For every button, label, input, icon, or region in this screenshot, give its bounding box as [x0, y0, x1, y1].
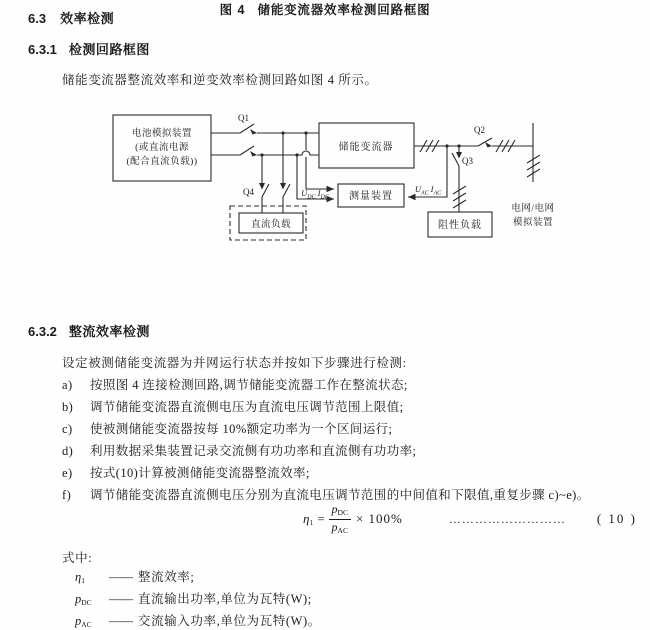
step-text: 按式(10)计算被测储能变流器整流效率;	[90, 466, 310, 480]
q1-switch-label: Q1	[238, 113, 249, 123]
procedure-intro: 设定被测储能变流器为并网运行状态并按如下步骤进行检测:	[62, 356, 407, 370]
step-text: 按照图 4 连接检测回路,调节储能变流器工作在整流状态;	[90, 378, 408, 392]
where-lead: 式中:	[62, 551, 93, 565]
equals-sign: =	[317, 511, 325, 526]
step-c	[62, 418, 590, 440]
term-definition: 直流输出功率,单位为瓦特(W);	[138, 592, 312, 606]
step-label: e)	[62, 466, 73, 480]
section-heading-6-3-2	[28, 321, 150, 340]
q4-switch-label: Q4	[243, 187, 254, 197]
term-definition: 整流效率;	[138, 570, 195, 584]
term-definition: 交流输入功率,单位为瓦特(W)。	[138, 614, 321, 628]
procedure-steps	[62, 374, 590, 506]
section-heading-6-3-1	[28, 39, 150, 58]
step-text: 利用数据采集装置记录交流侧有功功率和直流侧有功功率;	[90, 444, 417, 458]
equation-factor: × 100%	[355, 511, 403, 526]
step-d	[62, 440, 590, 462]
step-b	[62, 396, 590, 418]
equation-fraction	[329, 503, 351, 535]
grid-label-line1: 电网/电网	[511, 204, 555, 214]
term-symbol: $p_{AC}$	[75, 614, 92, 629]
step-label: b)	[62, 400, 74, 414]
pcs-box-label: 储能变流器	[338, 142, 394, 153]
step-text: 调节储能变流器直流侧电压为直流电压调节范围上限值;	[90, 400, 404, 414]
equation-10	[303, 500, 637, 538]
section-number: 6.3.1	[28, 42, 57, 57]
battery-box-label-line1: 电池模拟装置	[131, 129, 193, 139]
figure-4-circuit-diagram	[100, 95, 650, 270]
q4-contact-arrow-left	[259, 183, 265, 190]
step-a	[62, 374, 590, 396]
dc-load-branch	[262, 133, 290, 213]
figure-caption-text: 储能变流器效率检测回路框图	[257, 3, 431, 17]
where-term-pac: $p_{AC}$ —— 交流输入功率,单位为瓦特(W)。	[75, 610, 321, 630]
step-label: c)	[62, 422, 73, 436]
battery-box-label-line3: (配合直流负载))	[126, 157, 198, 167]
q2-switch-label: Q2	[474, 125, 485, 135]
section-number: 6.3.2	[28, 324, 57, 339]
fraction-denominator: $p_{AC}$	[331, 519, 348, 535]
term-symbol: $\eta_1$	[75, 570, 85, 585]
section-title: 检测回路框图	[68, 42, 150, 57]
section-title: 效率检测	[60, 11, 115, 26]
udc-idc-label: $U_{DC}$ $I_{DC}$	[301, 188, 329, 201]
equation-dot-leader: ………………………	[448, 511, 566, 526]
figure-caption	[0, 0, 650, 18]
equation-number: ( 10 )	[596, 511, 637, 526]
dc-bus-wires	[211, 124, 319, 155]
fraction-numerator: $p_{DC}$	[329, 503, 351, 520]
section-title: 整流效率检测	[68, 324, 150, 339]
dc-load-box-label: 直流负载	[250, 220, 292, 230]
q1-contact-arrow-top	[250, 129, 257, 135]
where-term-pdc: $p_{DC}$ —— 直流输出功率,单位为瓦特(W);	[75, 588, 321, 610]
q3-switch-label: Q3	[462, 156, 473, 166]
term-symbol: $p_{DC}$	[75, 592, 92, 607]
uac-iac-label: $U_{AC}$ $I_{AC}$	[414, 184, 442, 197]
step-text: 调节储能变流器直流侧电压分别为直流电压调节范围的中间值和下限值,重复步骤 c)~e)。	[90, 488, 590, 502]
step-label: f)	[62, 488, 72, 502]
where-definitions	[75, 566, 321, 630]
step-label: d)	[62, 444, 74, 458]
q4-contact-arrow-right	[280, 183, 286, 190]
q2-contact-arrow	[485, 142, 492, 148]
q1-contact-arrow-bottom	[250, 151, 257, 157]
intro-paragraph: 储能变流器整流效率和逆变效率检测回路如图 4 所示。	[62, 73, 378, 87]
step-e	[62, 462, 590, 484]
figure-caption-number: 图 4	[219, 3, 246, 17]
where-term-eta: $\eta_1$ —— 整流效率;	[75, 566, 321, 588]
grid-label-line2: 模拟装置	[512, 218, 554, 228]
step-label: a)	[62, 378, 73, 392]
step-text: 使被测储能变流器按每 10%额定功率为一个区间运行;	[90, 422, 393, 436]
measurement-box-label: 测量装置	[349, 191, 393, 202]
resistive-load-box-label: 阻性负载	[438, 220, 482, 231]
section-number: 6.3	[28, 11, 47, 26]
battery-box-label-line2: (或直流电源	[135, 143, 189, 153]
equation-lhs: $\eta_1$	[303, 511, 314, 527]
